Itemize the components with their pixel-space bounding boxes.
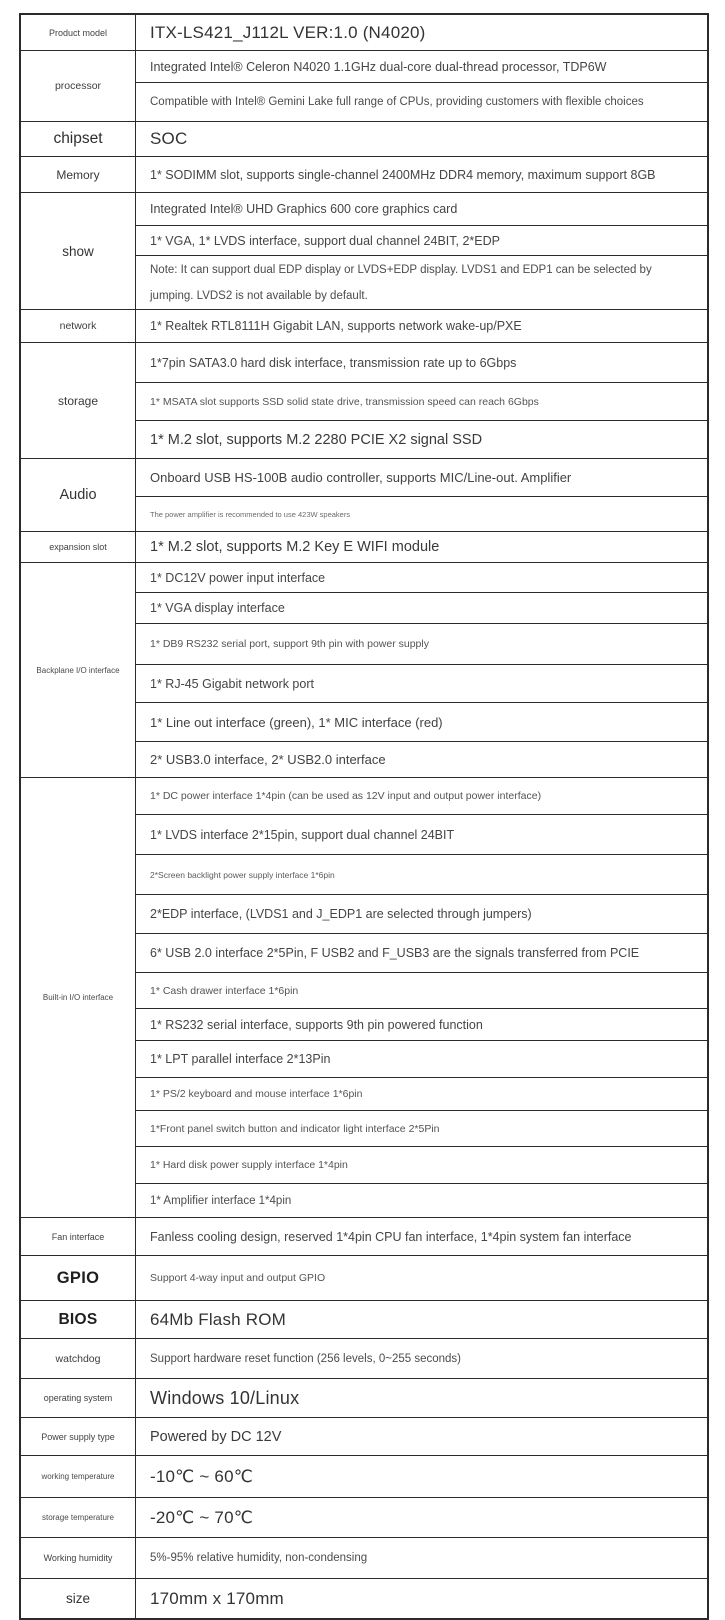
- spec-value-cell: [136, 421, 707, 458]
- row-label: [21, 1379, 136, 1417]
- row-values: [136, 532, 707, 562]
- spec-value-text: 1* LPT parallel interface 2*13Pin: [150, 1052, 331, 1066]
- spec-value-text: 1* Hard disk power supply interface 1*4pin: [150, 1159, 348, 1171]
- row-values: [136, 1456, 707, 1497]
- spec-value-text: 1* Realtek RTL8111H Gigabit LAN, supports network wake-up/PXE: [150, 319, 522, 333]
- spec-row-operating-system: [21, 1379, 707, 1418]
- row-values: [136, 563, 707, 777]
- row-label-text: Product model: [48, 27, 108, 38]
- row-label-text: storage: [57, 393, 99, 408]
- spec-value-cell: [136, 256, 707, 309]
- row-values: [136, 343, 707, 458]
- row-label: [21, 563, 136, 777]
- spec-value-text: 1*7pin SATA3.0 hard disk interface, transmission rate up to 6Gbps: [150, 355, 517, 370]
- spec-value-cell: [136, 1256, 707, 1300]
- spec-value-text: 2*Screen backlight power supply interface 1*6pin: [150, 869, 335, 880]
- spec-value-text: 1* DC12V power input interface: [150, 570, 326, 585]
- row-label-text: Built-in I/O interface: [42, 993, 114, 1002]
- spec-value-text: Windows 10/Linux: [150, 1387, 300, 1408]
- row-label: [21, 1538, 136, 1578]
- row-label: [21, 1256, 136, 1300]
- spec-value-cell: [136, 226, 707, 256]
- row-label: [21, 1301, 136, 1338]
- row-values: [136, 1218, 707, 1255]
- row-values: [136, 1579, 707, 1618]
- spec-row-watchdog: [21, 1339, 707, 1379]
- spec-value-text: 1* SODIMM slot, supports single-channel 2400MHz DDR4 memory, maximum support 8GB: [150, 167, 656, 182]
- spec-row-network: [21, 310, 707, 343]
- spec-value-text: SOC: [150, 129, 188, 148]
- spec-value-text: 1* Cash drawer interface 1*6pin: [150, 984, 299, 997]
- spec-value-cell: [136, 15, 707, 50]
- spec-value-cell: [136, 1009, 707, 1041]
- row-label: [21, 51, 136, 121]
- spec-value-text: 1* M.2 slot, supports M.2 Key E WIFI module: [150, 539, 440, 555]
- row-values: [136, 778, 707, 1217]
- row-values: [136, 15, 707, 50]
- spec-value-text: 2*EDP interface, (LVDS1 and J_EDP1 are selected through jumpers): [150, 907, 532, 921]
- row-label-text: processor: [54, 80, 102, 92]
- row-label: [21, 193, 136, 309]
- row-label: [21, 1339, 136, 1378]
- row-label-text: operating system: [43, 1393, 113, 1403]
- spec-value-cell: [136, 973, 707, 1009]
- spec-value-cell: [136, 593, 707, 624]
- spec-value-cell: [136, 532, 707, 562]
- spec-row-working-temperature: [21, 1456, 707, 1498]
- spec-value-cell: [136, 563, 707, 593]
- row-label-text: show: [62, 243, 94, 259]
- row-label-text: Power supply type: [41, 1431, 115, 1442]
- spec-value-cell: [136, 122, 707, 156]
- spec-row-audio: [21, 459, 707, 532]
- spec-value-cell: [136, 1418, 707, 1455]
- spec-row-expansion-slot: [21, 532, 707, 563]
- spec-value-cell: [136, 778, 707, 815]
- spec-value-text: 1* M.2 slot, supports M.2 2280 PCIE X2 signal SSD: [150, 431, 483, 448]
- spec-value-cell: [136, 934, 707, 973]
- spec-value-cell: [136, 1456, 707, 1497]
- row-values: [136, 459, 707, 531]
- spec-value-cell: [136, 383, 707, 421]
- spec-value-text: 1* RJ-45 Gigabit network port: [150, 676, 314, 691]
- spec-value-text: 6* USB 2.0 interface 2*5Pin, F USB2 and F_USB3 are the signals transferred from PCIE: [150, 946, 640, 960]
- spec-table: [19, 13, 709, 1620]
- spec-value-cell: [136, 1339, 707, 1378]
- spec-value-cell: [136, 1538, 707, 1578]
- spec-row-backplane-i-o-interface: [21, 563, 707, 778]
- spec-value-cell: [136, 1579, 707, 1618]
- spec-value-cell: [136, 742, 707, 777]
- row-label-text: size: [65, 1591, 90, 1606]
- row-label: [21, 122, 136, 156]
- row-values: [136, 193, 707, 309]
- row-label-text: storage temperature: [41, 1513, 115, 1522]
- spec-row-show: [21, 193, 707, 310]
- row-label: [21, 157, 136, 192]
- spec-value-cell: [136, 1041, 707, 1078]
- spec-value-cell: [136, 665, 707, 703]
- spec-value-cell: [136, 83, 707, 121]
- row-label-text: Fan interface: [51, 1231, 105, 1242]
- row-label-text: Working humidity: [43, 1553, 113, 1563]
- row-label: [21, 1456, 136, 1497]
- spec-row-power-supply-type: [21, 1418, 707, 1456]
- row-label-text: Memory: [56, 167, 100, 182]
- spec-row-size: [21, 1579, 707, 1618]
- spec-row-storage-temperature: [21, 1498, 707, 1538]
- spec-value-text: Support 4-way input and output GPIO: [150, 1272, 326, 1284]
- spec-value-cell: [136, 1184, 707, 1217]
- row-values: [136, 1301, 707, 1338]
- row-label: [21, 343, 136, 458]
- row-values: [136, 51, 707, 121]
- spec-value-cell: [136, 895, 707, 934]
- row-label: [21, 1498, 136, 1537]
- spec-value-cell: [136, 1498, 707, 1537]
- row-values: [136, 1418, 707, 1455]
- row-label-text: BIOS: [58, 1310, 98, 1328]
- row-values: [136, 1339, 707, 1378]
- row-values: [136, 1538, 707, 1578]
- spec-value-cell: [136, 1111, 707, 1147]
- spec-value-text: 1* RS232 serial interface, supports 9th pin powered function: [150, 1017, 483, 1032]
- row-label-text: working temperature: [41, 1472, 115, 1481]
- spec-value-text: 1* Amplifier interface 1*4pin: [150, 1194, 292, 1207]
- spec-value-text: Note: It can support dual EDP display or LVDS+EDP display. LVDS1 and EDP1 can be selected by jumping. LVDS2 is not available by default.: [150, 263, 652, 302]
- spec-value-cell: [136, 157, 707, 192]
- spec-value-text: Integrated Intel® Celeron N4020 1.1GHz dual-core dual-thread processor, TDP6W: [150, 59, 607, 74]
- spec-value-text: Fanless cooling design, reserved 1*4pin CPU fan interface, 1*4pin system fan interface: [150, 1229, 632, 1244]
- row-label-text: watchdog: [55, 1352, 101, 1365]
- spec-value-cell: [136, 193, 707, 226]
- row-label-text: chipset: [53, 130, 103, 147]
- spec-row-chipset: [21, 122, 707, 157]
- spec-row-processor: [21, 51, 707, 122]
- spec-value-cell: [136, 459, 707, 497]
- spec-row-product-model: [21, 15, 707, 51]
- row-label: [21, 778, 136, 1217]
- spec-value-cell: [136, 1147, 707, 1184]
- spec-value-text: -10℃ ~ 60℃: [150, 1466, 254, 1486]
- spec-value-cell: [136, 497, 707, 531]
- spec-row-working-humidity: [21, 1538, 707, 1579]
- spec-value-text: ITX-LS421_J112L VER:1.0 (N4020): [150, 22, 426, 42]
- spec-row-storage: [21, 343, 707, 459]
- spec-value-cell: [136, 1078, 707, 1111]
- row-label: [21, 532, 136, 562]
- row-label-text: Backplane I/O interface: [36, 665, 120, 675]
- spec-value-text: Integrated Intel® UHD Graphics 600 core graphics card: [150, 202, 458, 216]
- spec-row-memory: [21, 157, 707, 193]
- spec-value-text: 2* USB3.0 interface, 2* USB2.0 interface: [150, 752, 386, 767]
- spec-row-gpio: [21, 1256, 707, 1301]
- spec-value-text: Compatible with Intel® Gemini Lake full range of CPUs, providing customers with flexible choices: [150, 96, 644, 108]
- spec-value-text: 1* Line out interface (green), 1* MIC interface (red): [150, 714, 443, 730]
- spec-value-cell: [136, 703, 707, 742]
- row-label: [21, 459, 136, 531]
- row-label: [21, 15, 136, 50]
- row-label: [21, 1579, 136, 1618]
- spec-value-text: 1* LVDS interface 2*15pin, support dual channel 24BIT: [150, 827, 455, 842]
- row-label: [21, 310, 136, 342]
- row-label-text: expansion slot: [49, 542, 107, 552]
- row-label: [21, 1418, 136, 1455]
- spec-value-text: 1* MSATA slot supports SSD solid state drive, transmission speed can reach 6Gbps: [150, 395, 539, 408]
- row-values: [136, 157, 707, 192]
- spec-value-cell: [136, 855, 707, 895]
- row-values: [136, 122, 707, 156]
- row-label-text: GPIO: [56, 1268, 100, 1287]
- spec-value-cell: [136, 310, 707, 342]
- spec-value-text: 64Mb Flash ROM: [150, 1309, 287, 1329]
- spec-value-text: 1* VGA, 1* LVDS interface, support dual channel 24BIT, 2*EDP: [150, 233, 500, 248]
- row-label-text: Audio: [59, 487, 97, 503]
- spec-value-text: 1* DB9 RS232 serial port, support 9th pin with power supply: [150, 638, 429, 650]
- spec-value-text: 1* VGA display interface: [150, 601, 285, 615]
- row-values: [136, 310, 707, 342]
- spec-value-text: 170mm x 170mm: [150, 1588, 284, 1608]
- row-label-text: network: [59, 320, 97, 332]
- spec-value-cell: [136, 624, 707, 665]
- spec-value-text: Powered by DC 12V: [150, 1428, 282, 1445]
- row-values: [136, 1379, 707, 1417]
- spec-value-cell: [136, 1301, 707, 1338]
- spec-row-fan-interface: [21, 1218, 707, 1256]
- spec-value-text: 1*Front panel switch button and indicator light interface 2*5Pin: [150, 1122, 440, 1135]
- spec-value-cell: [136, 815, 707, 855]
- spec-value-cell: [136, 51, 707, 83]
- spec-value-text: 5%-95% relative humidity, non-condensing: [150, 1552, 368, 1564]
- spec-value-cell: [136, 1379, 707, 1417]
- spec-value-text: Support hardware reset function (256 levels, 0~255 seconds): [150, 1352, 462, 1365]
- spec-value-text: 1* DC power interface 1*4pin (can be used as 12V input and output power interface): [150, 790, 542, 802]
- row-label: [21, 1218, 136, 1255]
- spec-value-text: 1* PS/2 keyboard and mouse interface 1*6pin: [150, 1088, 363, 1100]
- row-values: [136, 1256, 707, 1300]
- spec-row-bios: [21, 1301, 707, 1339]
- row-values: [136, 1498, 707, 1537]
- spec-value-text: The power amplifier is recommended to use 423W speakers: [150, 509, 351, 519]
- spec-row-built-in-i-o-interface: [21, 778, 707, 1218]
- spec-value-text: -20℃ ~ 70℃: [150, 1507, 254, 1527]
- spec-value-cell: [136, 1218, 707, 1255]
- spec-value-text: Onboard USB HS-100B audio controller, supports MIC/Line-out. Amplifier: [150, 470, 572, 485]
- spec-value-cell: [136, 343, 707, 383]
